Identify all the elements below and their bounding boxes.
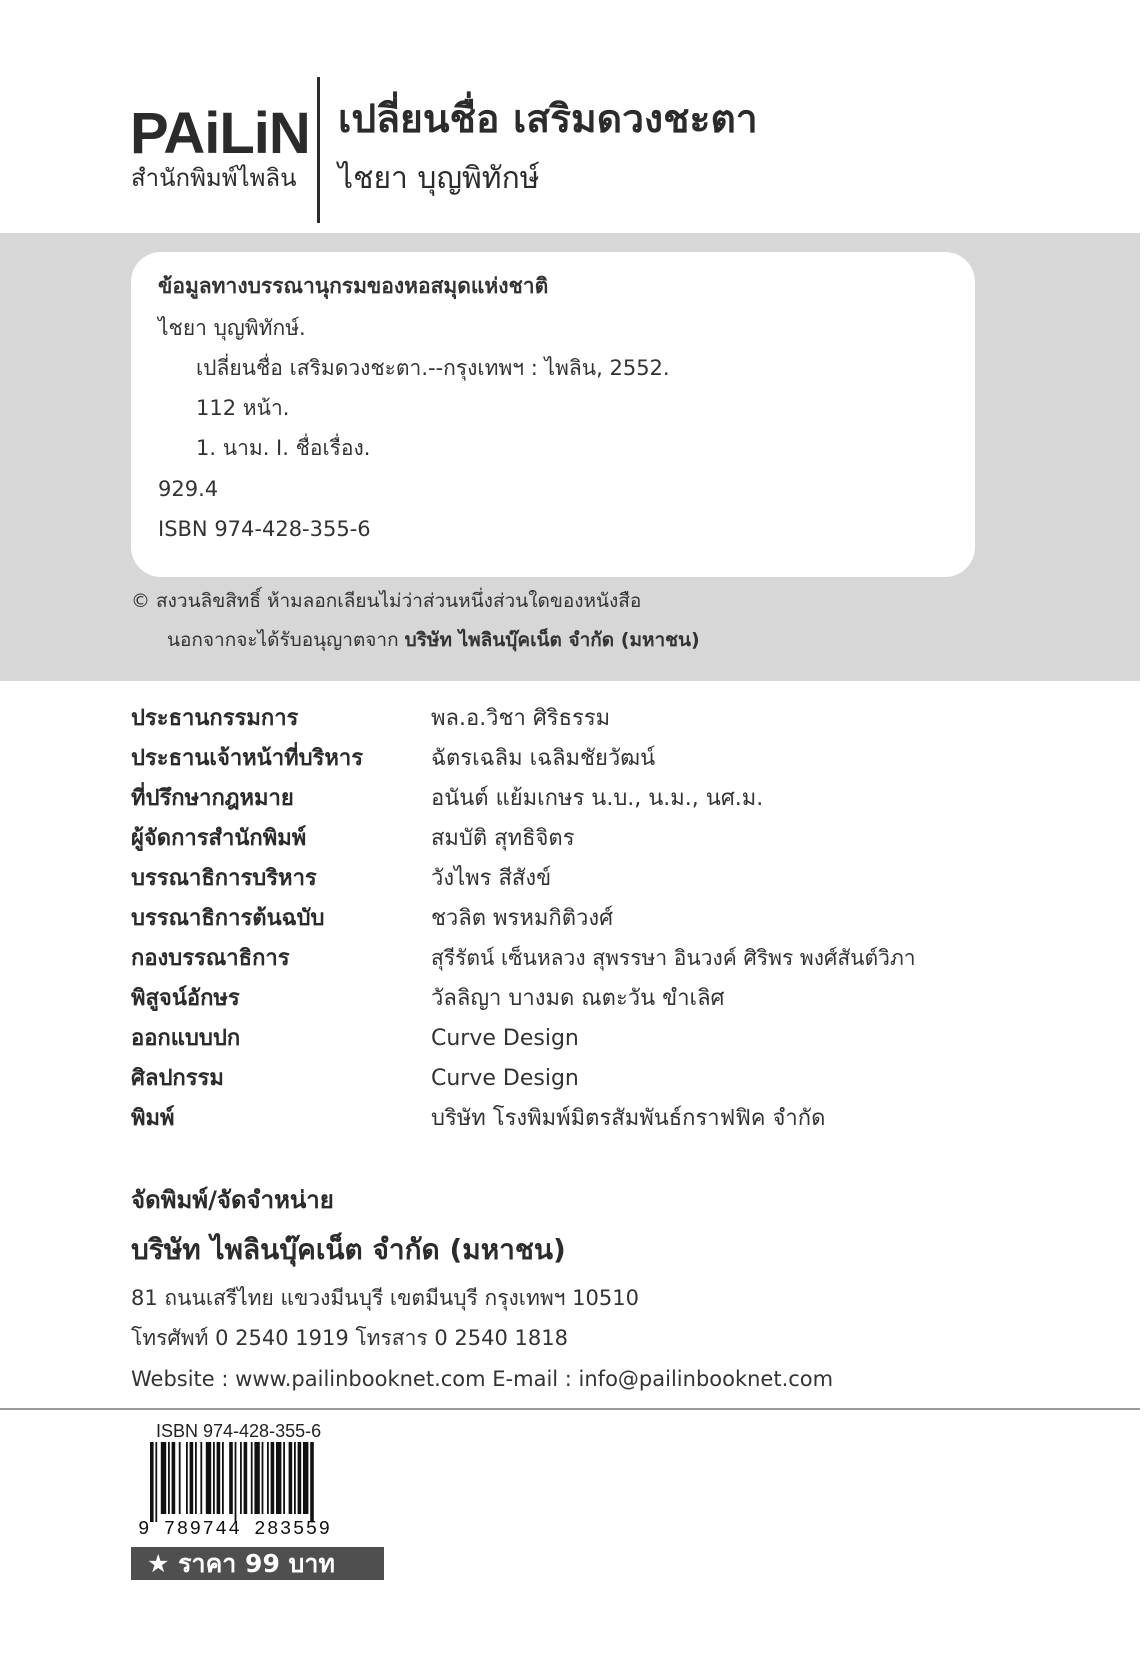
barcode-bar [222,1442,224,1514]
credit-role: บรรณาธิการบริหาร [131,866,317,891]
barcode-bar [155,1442,157,1522]
credit-name: วังไพร สีสังข์ [431,866,552,891]
barcode-bar [186,1442,188,1514]
cip-heading: ข้อมูลทางบรรณานุกรมของหอสมุดแห่งชาติ [158,274,549,298]
book-author: ไชยา บุญพิทักษ์ [338,161,540,196]
barcode-bar [179,1442,181,1514]
price-label: ★ ราคา 99 บาท [131,1547,384,1580]
barcode-bar [244,1442,248,1514]
cip-box [131,252,975,577]
barcode-bar [267,1442,269,1514]
credit-name: บริษัท โรงพิมพ์มิตรสัมพันธ์กราฟฟิค จำกัด [431,1106,826,1131]
publisher-company: บริษัท ไพลินบุ๊คเน็ต จำกัด (มหาชน) [131,1233,566,1266]
credit-role: พิสูจน์อักษร [131,986,240,1011]
cip-isbn: ISBN 974-428-355-6 [158,517,371,541]
publisher-logo: PAiLiN [130,101,310,166]
credit-name: ฉัตรเฉลิม เฉลิมชัยวัฒน์ [431,746,656,771]
barcode-icon [150,1442,375,1522]
barcode-bar [283,1442,285,1514]
cip-subject: 1. นาม. I. ชื่อเรื่อง. [196,436,371,460]
publisher-phone: โทรศัพท์ 0 2540 1919 โทรสาร 0 2540 1818 [131,1326,568,1350]
publisher-logo-subtitle: สำนักพิมพ์ไพลิน [131,164,297,192]
barcode-bar [254,1442,259,1514]
barcode-bar [276,1442,281,1514]
publisher-address: 81 ถนนเสรีไทย แขวงมีนบุรี เขตมีนบุรี กรุงเทพฯ 10510 [131,1286,639,1310]
credit-role: ประธานเจ้าหน้าที่บริหาร [131,746,364,771]
credit-role: ผู้จัดการสำนักพิมพ์ [131,826,307,851]
cip-author: ไชยา บุญพิทักษ์. [158,316,306,340]
credit-role: ศิลปกรรม [131,1066,224,1091]
credit-role: กองบรรณาธิการ [131,946,290,971]
barcode-bar [251,1442,253,1514]
barcode-digits: 9 789744 283559 [138,1518,332,1540]
barcode-bar [150,1442,154,1522]
credit-role: ที่ปรึกษากฎหมาย [131,786,294,811]
header-divider [317,77,320,223]
barcode-bar [190,1442,194,1514]
barcode-bar [298,1442,302,1514]
barcode-bar [213,1442,215,1514]
publisher-heading: จัดพิมพ์/จัดจำหน่าย [131,1186,334,1214]
barcode-bar [172,1442,176,1514]
book-title: เปลี่ยนชื่อ เสริมดวงชะตา [338,97,758,142]
copyright-prefix: นอกจากจะได้รับอนุญาตจาก [167,629,399,651]
cip-pages: 112 หน้า. [196,396,290,420]
barcode-bar [168,1442,170,1514]
barcode-bar [206,1442,211,1514]
barcode-bar [271,1442,275,1514]
credit-role: ออกแบบปก [131,1026,241,1051]
barcode-bar [161,1442,166,1514]
barcode-bar [200,1442,202,1514]
barcode-bar [289,1442,293,1514]
publisher-web: Website : www.pailinbooknet.com E-mail : info@pailinbooknet.com [131,1367,834,1391]
barcode-bar [229,1442,233,1514]
copyright-line-1: © สงวนลิขสิทธิ์ ห้ามลอกเลียนไม่ว่าส่วนหนึ่งส่วนใดของหนังสือ [131,590,642,612]
barcode-bar [217,1442,221,1514]
cip-title: เปลี่ยนชื่อ เสริมดวงชะตา.--กรุงเทพฯ : ไพลิน, 2552. [196,356,670,380]
credit-role: บรรณาธิการต้นฉบับ [131,906,325,931]
barcode-bar [303,1442,308,1514]
cip-class-number: 929.4 [158,477,219,501]
copyright-line-2 [167,631,700,650]
credit-role: พิมพ์ [131,1106,175,1131]
credit-name: Curve Design [431,1026,579,1051]
barcode-bar [235,1442,237,1522]
barcode-isbn-label: ISBN 974-428-355-6 [156,1421,322,1441]
barcode-bar [294,1442,296,1514]
credit-name: พล.อ.วิชา ศิริธรรม [431,706,611,731]
credit-name: วัลลิญา บางมด ณตะวัน ขำเลิศ [431,986,725,1011]
barcode-bar [310,1442,314,1522]
credit-name: Curve Design [431,1066,579,1091]
credit-name: สุรีรัตน์ เซ็นหลวง สุพรรษา อินวงค์ ศิริพร พงศ์สันต์วิภา [431,946,916,970]
credit-name: สมบัติ สุทธิจิตร [431,826,575,851]
copyright-company: บริษัท ไพลินบุ๊คเน็ต จำกัด (มหาชน) [404,629,700,651]
barcode-bar [240,1442,242,1514]
bottom-divider [0,1408,1140,1410]
credit-name: อนันต์ แย้มเกษร น.บ., น.ม., นศ.ม. [431,786,764,811]
credit-name: ชวลิต พรหมกิติวงศ์ [431,906,614,931]
barcode-bar [195,1442,197,1514]
barcode-bar [262,1442,264,1514]
credit-role: ประธานกรรมการ [131,706,299,731]
